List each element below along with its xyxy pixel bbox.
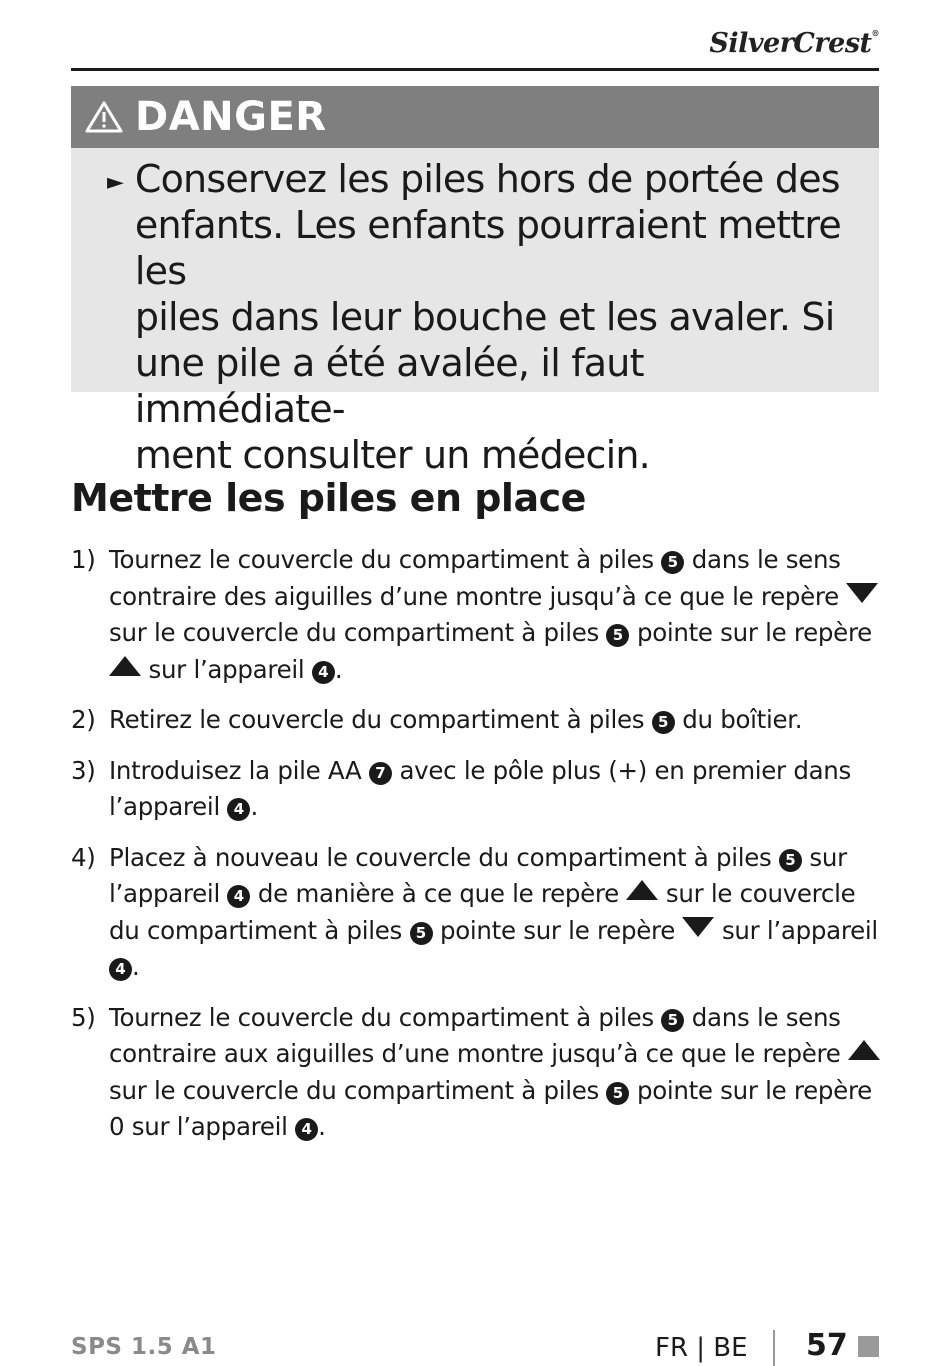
instruction-list <box>71 542 881 1160</box>
step-text: Introduisez la pile AA 7 avec le pôle plus (+) en premier dans l’appareil 4 . <box>109 755 851 821</box>
page-marker-square-icon <box>858 1336 879 1357</box>
arrow-up-marker-icon <box>626 880 658 900</box>
list-item <box>71 1000 881 1146</box>
arrow-up-marker-icon <box>848 1040 880 1060</box>
page-number: 57 <box>806 1328 848 1363</box>
ref-badge-icon: 4 <box>295 1118 318 1141</box>
bullet-arrow-icon: ► <box>107 170 124 195</box>
step-text: Placez à nouveau le couvercle du compartiment à piles 5 sur l’appareil 4 de manière à ce que le repère sur le couvercle du compartiment à piles 5 pointe sur le repère sur l’appareil 4 . <box>109 842 878 981</box>
ref-badge-icon: 7 <box>369 762 392 785</box>
ref-badge-icon: 5 <box>606 1082 629 1105</box>
danger-title: DANGER <box>135 94 327 140</box>
ref-badge-icon: 5 <box>661 551 684 574</box>
danger-box <box>71 86 879 477</box>
ref-badge-icon: 5 <box>779 849 802 872</box>
danger-text: Conservez les piles hors de portée des enfants. Les enfants pourraient mettre les piles dans leur bouche et les avaler. Si une pile a été avalée, il faut immédiate- ment consulter un médecin. <box>134 157 841 477</box>
step-text: Tournez le couvercle du compartiment à piles 5 dans le sens contraire des aiguilles d’une montre jusqu’à ce que le repère sur le couvercle du compartiment à piles 5 pointe sur le repère sur l’appareil 4 . <box>109 542 881 688</box>
step-number: 2) <box>71 705 96 734</box>
footer-language: FR | BE <box>655 1333 748 1363</box>
warning-triangle-icon <box>85 100 123 134</box>
danger-body <box>71 148 879 477</box>
step-text: Tournez le couvercle du compartiment à piles 5 dans le sens contraire aux aiguilles d’une montre jusqu’à ce que le repère sur le couvercle du compartiment à piles 5 pointe sur le repère 0 sur l’appareil 4 . <box>109 1000 881 1146</box>
step-number: 3) <box>71 755 96 785</box>
ref-badge-icon: 5 <box>410 922 433 945</box>
step-number: 1) <box>71 545 96 574</box>
list-item <box>71 753 881 826</box>
danger-header <box>71 86 879 148</box>
footer-model: SPS 1.5 A1 <box>71 1334 217 1360</box>
ref-badge-icon: 4 <box>227 885 250 908</box>
footer-divider <box>773 1330 775 1366</box>
ref-badge-icon: 5 <box>606 624 629 647</box>
arrow-down-marker-icon <box>682 917 714 937</box>
ref-badge-icon: 4 <box>109 958 132 981</box>
header-rule <box>71 68 879 71</box>
list-item <box>71 702 881 739</box>
ref-badge-icon: 4 <box>312 661 335 684</box>
section-title: Mettre les piles en place <box>71 476 586 520</box>
ref-badge-icon: 4 <box>227 798 250 821</box>
step-number: 4) <box>71 842 96 872</box>
list-item <box>71 542 881 688</box>
list-item <box>71 840 881 986</box>
step-text: Retirez le couvercle du compartiment à piles 5 du boîtier. <box>109 705 803 734</box>
ref-badge-icon: 5 <box>652 711 675 734</box>
arrow-up-marker-icon <box>109 656 141 676</box>
ref-badge-icon: 5 <box>661 1009 684 1032</box>
arrow-down-marker-icon <box>846 583 878 603</box>
brand-logo: SilverCrest® <box>709 28 879 59</box>
step-number: 5) <box>71 1002 96 1032</box>
